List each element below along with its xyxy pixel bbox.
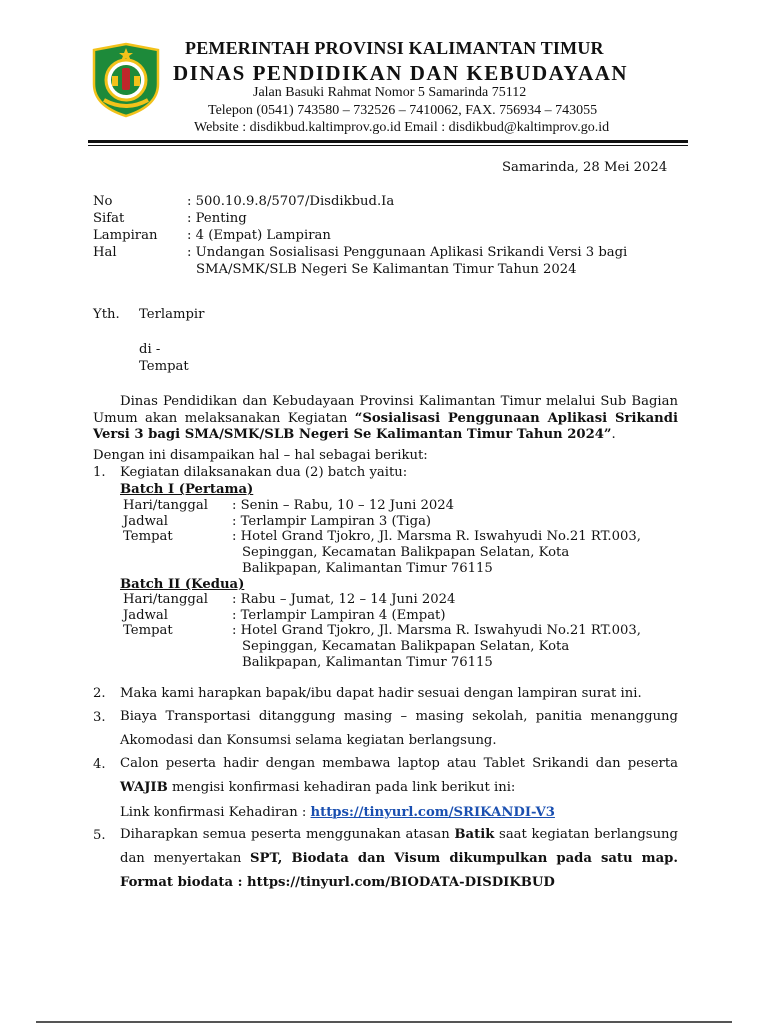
- item2-number: 2.: [93, 686, 106, 701]
- batch2-label-date: Hari/tanggal: [123, 592, 208, 607]
- letterhead-address: Jalan Basuki Rahmat Nomor 5 Samarinda 75112: [253, 85, 527, 100]
- page-bottom-rule: [36, 1021, 732, 1023]
- letter-date: Samarinda, 28 Mei 2024: [502, 160, 668, 175]
- batch1-value-date: : Senin – Rabu, 10 – 12 Juni 2024: [232, 498, 455, 513]
- recipient-yth: Yth.: [93, 307, 120, 322]
- item4-text2: mengisi konfirmasi kehadiran pada link berikut ini:: [167, 780, 516, 795]
- item5-text2: saat kegiatan berlangsung dan menyertakan: [120, 827, 678, 866]
- batch1-place-cont2: Balikpapan, Kalimantan Timur 76115: [242, 561, 493, 576]
- batch1-label-date: Hari/tanggal: [123, 498, 208, 513]
- item5-paragraph: [120, 823, 678, 895]
- item5-batik: Batik: [454, 827, 495, 842]
- batch2-value-schedule: : Terlampir Lampiran 4 (Empat): [232, 608, 446, 623]
- intro-paragraph: [93, 394, 678, 444]
- meta-value-sifat: : Penting: [187, 211, 247, 226]
- item3-number: 3.: [93, 710, 106, 725]
- batch2-label-place: Tempat: [123, 623, 173, 638]
- intro-end: .: [611, 427, 616, 442]
- meta-value-lampiran: : 4 (Empat) Lampiran: [187, 228, 331, 243]
- batch2-value-date: : Rabu – Jumat, 12 – 14 Juni 2024: [232, 592, 456, 607]
- meta-value-hal: : Undangan Sosialisasi Penggunaan Aplikasi Srikandi Versi 3 bagi: [187, 245, 628, 260]
- item4-paragraph: [120, 752, 678, 800]
- item2-text: Maka kami harapkan bapak/ibu dapat hadir sesuai dengan lampiran surat ini.: [120, 686, 642, 701]
- item1-text: Kegiatan dilaksanakan dua (2) batch yaitu:: [120, 465, 408, 480]
- meta-value-no: : 500.10.9.8/5707/Disdikbud.Ia: [187, 194, 395, 209]
- intro-text: Dinas Pendidikan dan Kebudayaan Provinsi Kalimantan Timur melalui Sub Bagian Umum akan melaksanakan Kegiatan: [93, 394, 678, 426]
- batch2-place-cont1: Sepinggan, Kecamatan Balikpapan Selatan, Kota: [242, 639, 570, 654]
- batch2-value-place: : Hotel Grand Tjokro, Jl. Marsma R. Iswahyudi No.21 RT.003,: [232, 623, 641, 638]
- kaltim-emblem-icon: [90, 40, 162, 118]
- batch1-value-schedule: : Terlampir Lampiran 3 (Tiga): [232, 514, 432, 529]
- item4-number: 4.: [93, 757, 106, 772]
- recipient-to: Terlampir: [139, 307, 205, 322]
- letterhead-rule-thin: [88, 145, 688, 146]
- meta-label-lampiran: Lampiran: [93, 228, 158, 243]
- batch1-label-schedule: Jadwal: [123, 514, 168, 529]
- intro-line3: Dengan ini disampaikan hal – hal sebagai berikut:: [93, 448, 428, 463]
- letterhead-line2: DINAS PENDIDIKAN DAN KEBUDAYAAN: [173, 61, 629, 85]
- meta-label-no: No: [93, 194, 113, 209]
- item4-link-row: [120, 805, 555, 820]
- recipient-tempat: Tempat: [139, 359, 189, 374]
- batch2-label-schedule: Jadwal: [123, 608, 168, 623]
- srikandi-confirmation-link[interactable]: https://tinyurl.com/SRIKANDI-V3: [310, 805, 555, 820]
- batch2-place-cont2: Balikpapan, Kalimantan Timur 76115: [242, 655, 493, 670]
- item4-text: Calon peserta hadir dengan membawa laptop atau Tablet Srikandi dan peserta: [120, 756, 678, 771]
- batch1-place-cont1: Sepinggan, Kecamatan Balikpapan Selatan, Kota: [242, 545, 570, 560]
- item5-number: 5.: [93, 828, 106, 843]
- batch1-value-place: : Hotel Grand Tjokro, Jl. Marsma R. Iswahyudi No.21 RT.003,: [232, 529, 641, 544]
- intro-event-title: “Sosialisasi Penggunaan Aplikasi Srikandi Versi 3 bagi SMA/SMK/SLB Negeri Se Kalimantan Timur Tahun 2024”: [93, 410, 678, 442]
- letterhead-line1: PEMERINTAH PROVINSI KALIMANTAN TIMUR: [185, 38, 604, 58]
- letterhead-phone: Telepon (0541) 743580 – 732526 – 7410062, FAX. 756934 – 743055: [208, 103, 598, 118]
- item5-requirements: SPT, Biodata dan Visum dikumpulkan pada satu map. Format biodata : https://tinyurl.com/BIODATA-DISDIKBUD: [120, 851, 678, 890]
- batch1-title: Batch I (Pertama): [120, 482, 254, 497]
- letterhead-website: Website : disdikbud.kaltimprov.go.id Email : disdikbud@kaltimprov.go.id: [194, 120, 610, 135]
- item1-number: 1.: [93, 465, 106, 480]
- batch2-title: Batch II (Kedua): [120, 577, 245, 592]
- meta-label-hal: Hal: [93, 245, 117, 260]
- meta-label-sifat: Sifat: [93, 211, 125, 226]
- item4-link-label: Link konfirmasi Kehadiran :: [120, 805, 311, 820]
- meta-value-hal-cont: SMA/SMK/SLB Negeri Se Kalimantan Timur Tahun 2024: [196, 262, 577, 277]
- batch1-label-place: Tempat: [123, 529, 173, 544]
- item5-text: Diharapkan semua peserta menggunakan atasan: [120, 827, 455, 842]
- item3-text: Biaya Transportasi ditanggung masing – masing sekolah, panitia menanggung Akomodasi dan Konsumsi selama kegiatan berlangsung.: [120, 709, 678, 748]
- item4-wajib: WAJIB: [120, 780, 168, 795]
- letterhead-rule-thick: [88, 140, 688, 143]
- recipient-di: di -: [139, 342, 161, 357]
